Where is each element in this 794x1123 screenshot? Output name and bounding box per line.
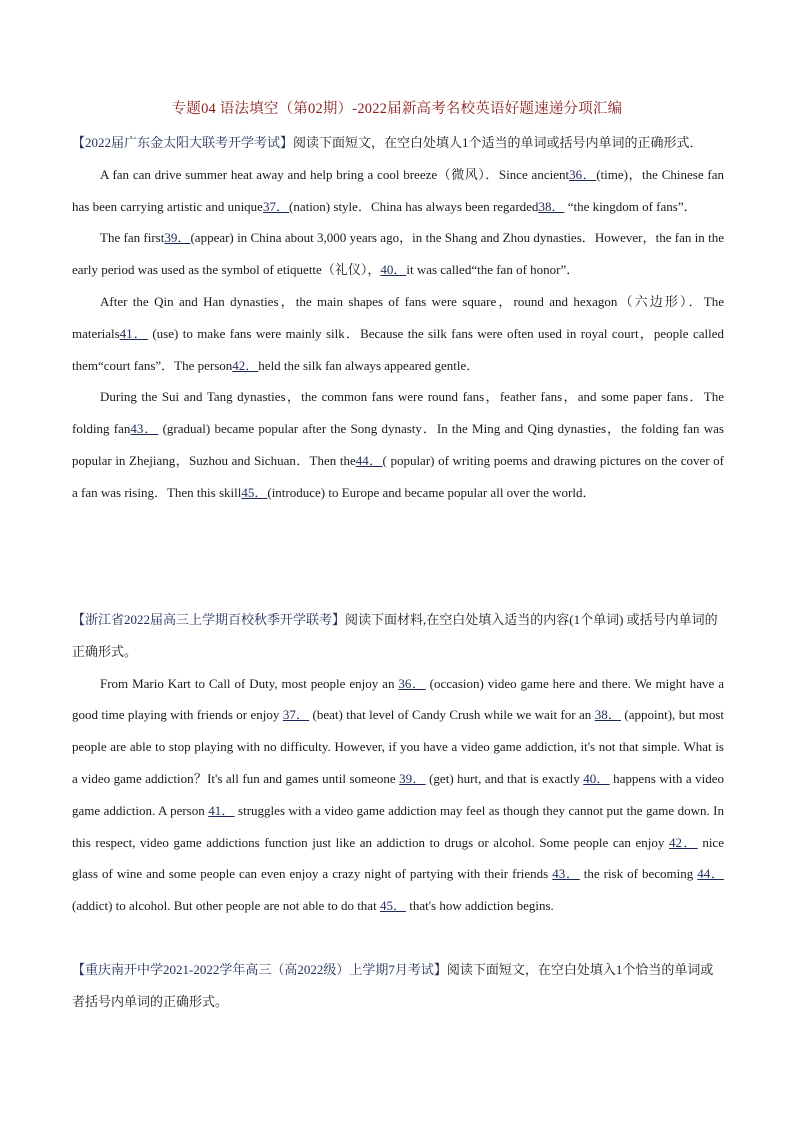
section-1-paragraph-2: The fan first39．(appear) in China about 3,000 years ago，in the Shang and Zhou dynasties．However，the fan in the early period was used as the symbol of etiquette（礼仪），40．it was called“the fan of honor”． <box>72 230 724 278</box>
section-3-heading <box>72 954 724 1018</box>
section-3 <box>72 954 724 1018</box>
blank-40: 40． <box>380 262 407 278</box>
blank-38: 38． <box>594 707 621 723</box>
section-1-paragraph-1: A fan can drive summer heat away and help bring a cool breeze（微风）．Since ancient36．(time)，the Chinese fan has been carrying artistic and unique37．(nation) style．China has always been regarded38． “the kingdom of fans”． <box>72 166 724 214</box>
blank-41: 41． <box>208 802 235 818</box>
blank-42: 42． <box>232 357 259 373</box>
blank-42: 42． <box>669 834 698 850</box>
blank-44: 44． <box>697 866 724 882</box>
section-1-paragraph-3: After the Qin and Han dynasties，the main shapes of fans were square，round and hexagon（六边形）．The materials41． (use) to make fans were mainly silk．Because the silk fans were often used in royal court，people called them“court fans”．The person42．held the silk fan always appeared gentle． <box>72 293 724 373</box>
section-1 <box>72 127 724 509</box>
section-2-source: 【浙江省2022届高三上学期百校秋季开学联考】 <box>72 612 346 627</box>
blank-43: 43． <box>130 421 159 437</box>
blank-36: 36． <box>569 166 597 182</box>
blank-37: 37． <box>282 707 310 723</box>
blank-39: 39． <box>164 230 191 246</box>
blank-36: 36． <box>398 675 426 691</box>
section-2-paragraph-1: From Mario Kart to Call of Duty, most people enjoy an 36． (occasion) video game here and there. We might have a good time playing with friends or enjoy 37． (beat) that level of Candy Crush while we wait for an 38． (appoint), but most people are able to stop playing with no difficulty. However, if you have a video game addiction, it's not that simple. What is a video game addiction？It's all fun and games until someone 39． (get) hurt, and that is exactly 40． happens with a video game addiction. A person 41． struggles with a video game addiction may feel as though they cannot put the game down. In this respect, video game addictions function just like an addiction to drugs or alcohol. Some people can enjoy 42． nice glass of wine and some people can even enjoy a crazy night of partying with their friends 43． the risk of becoming 44． (addict) to alcohol. But other people are not able to do that 45． that's how addiction begins. <box>72 675 725 914</box>
section-3-instruction: 阅读下面短文，在空白处填入1个恰当的单词或者括号内单词的正确形式。 <box>72 962 714 1009</box>
blank-45: 45． <box>241 484 268 500</box>
section-2-instruction: 阅读下面材料,在空白处填入适当的内容(1个单词) 或括号内单词的正确形式。 <box>72 612 718 659</box>
blank-44: 44． <box>355 452 383 468</box>
blank-39: 39． <box>399 770 426 786</box>
section-3-source: 【重庆南开中学2021-2022学年高三（高2022级）上学期7月考试】 <box>72 962 447 977</box>
page-title: 专题04 语法填空（第02期）-2022届新高考名校英语好题速递分项汇编 <box>171 101 623 117</box>
section-2 <box>72 604 724 922</box>
blank-38: 38． <box>538 198 565 214</box>
section-1-source: 【2022届广东金太阳大联考开学考试】 <box>72 135 294 150</box>
blank-37: 37． <box>262 198 289 214</box>
section-2-heading <box>72 604 724 668</box>
section-1-instruction: 阅读下面短文，在空白处填人1个适当的单词或括号内单词的正确形式． <box>293 135 703 150</box>
section-1-paragraph-4: During the Sui and Tang dynasties，the common fans were round fans，feather fans，and some paper fans．The folding fan43． (gradual) became popular after the Song dynasty．In the Ming and Qing dynasties，the folding fan was popular in Zhejiang，Suzhou and Sichuan．Then the44．( popular) of writing poems and drawing pictures on the cover of a fan was rising．Then this skill45．(introduce) to Europe and became popular all over the world． <box>72 389 724 500</box>
blank-43: 43． <box>552 866 580 882</box>
section-1-heading <box>72 127 724 159</box>
blank-40: 40． <box>583 770 610 786</box>
blank-45: 45． <box>379 898 406 914</box>
blank-41: 41． <box>119 325 148 341</box>
